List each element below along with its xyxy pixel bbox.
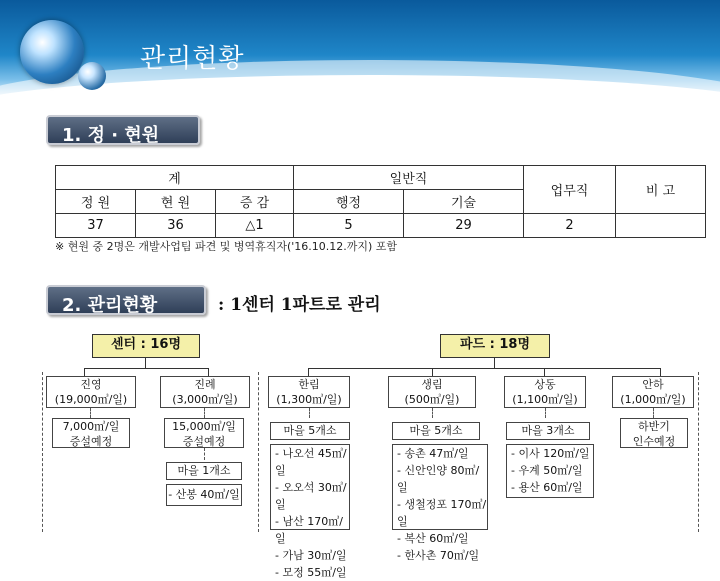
cell-jeongwon: 37 [56,214,136,238]
unit-box [268,376,350,408]
connector-line [432,368,433,376]
list-item: - 송촌 47㎥/일 [397,447,469,460]
table-row [56,214,706,238]
dashed-connector [204,408,205,418]
dashed-connector [653,408,654,418]
unit-box [504,376,586,408]
part-box: 파드 : 18명 [440,334,550,358]
unit-name: 상동 [534,378,556,391]
table-row [56,166,706,190]
header-banner [0,0,720,100]
dashed-connector [309,408,310,418]
cell-bigo [616,214,706,238]
unit-name: 진영 [80,378,102,391]
list-item: - 용산 60㎥/일 [511,481,583,494]
connector-line [544,368,545,376]
village-title: 마을 5개소 [270,422,350,440]
dashed-connector [204,448,205,460]
list-item: - 한사촌 70㎥/일 [397,549,480,562]
header-cell-bigo: 비 고 [616,166,706,214]
unit-box [388,376,476,408]
connector-line [84,368,208,369]
section-label-management: 2. 관리현황 [46,285,206,315]
village-title: 마을 1개소 [166,462,242,480]
cell-gisul: 29 [404,214,524,238]
connector-line [308,368,660,369]
village-title: 마을 3개소 [506,422,590,440]
section-label-staff: 1. 정 · 현원 [46,115,200,145]
unit-name: 생림 [421,378,443,391]
header-cell-eopmujik: 업무직 [524,166,616,214]
connector-line [494,358,495,368]
list-item: - 오오석 30㎥/일 [275,481,347,511]
unit-capacity: (1,000㎥/일) [620,393,686,406]
management-note: : 1센터 1파트로 관리 [218,295,381,315]
list-item: - 이사 120㎥/일 [511,447,590,460]
village-list [506,444,594,498]
village-list [270,444,350,579]
plan-capacity: 15,000㎥/일 [172,420,236,433]
connector-line [308,368,309,376]
dashed-connector [432,408,433,418]
header-cell-gye: 계 [56,166,294,190]
group-divider [698,372,699,532]
unit-capacity: (3,000㎥/일) [172,393,238,406]
list-item: - 생철정포 170㎥/일 [397,498,487,528]
plan-box [620,418,688,448]
list-item: - 모정 55㎥/일 [275,566,347,579]
connector-line [145,358,146,368]
plan-box [52,418,130,448]
cell-hyeonwon: 36 [136,214,216,238]
plan-capacity: 7,000㎥/일 [62,420,120,433]
plan-status: 증설예정 [182,435,226,448]
plan-period: 하반기 [638,420,670,433]
dashed-connector [545,408,546,418]
unit-box [46,376,136,408]
unit-box [612,376,694,408]
header-cell-jeongwon: 정 원 [56,190,136,214]
plan-status: 증설예정 [69,435,113,448]
unit-capacity: (500㎥/일) [404,393,460,406]
list-item: - 가남 30㎥/일 [275,549,347,562]
cell-eopmujik: 2 [524,214,616,238]
village-list [392,444,488,562]
connector-line [84,368,85,376]
unit-capacity: (1,100㎥/일) [512,393,578,406]
list-item: - 우계 50㎥/일 [511,464,583,477]
staff-table [55,165,706,238]
header-cell-haengjeong: 행정 [294,190,404,214]
cell-jeunggam: △1 [216,214,294,238]
footnote: ※ 현원 중 2명은 개발사업팀 파견 및 병역휴직자('16.10.12.까지) 포함 [55,240,398,253]
connector-line [660,368,661,376]
cell-haengjeong: 5 [294,214,404,238]
header-cell-jeunggam: 증 감 [216,190,294,214]
unit-capacity: (19,000㎥/일) [54,393,128,406]
page-title: 관리현황 [140,44,245,74]
unit-capacity: (1,300㎥/일) [276,393,342,406]
unit-name: 진례 [194,378,216,391]
list-item: - 남산 170㎥/일 [275,515,343,545]
unit-box [160,376,250,408]
center-box: 센터 : 16명 [92,334,200,358]
connector-line [208,368,209,376]
village-list [166,484,242,506]
village-title: 마을 5개소 [392,422,480,440]
group-divider [42,372,43,532]
plan-box [164,418,244,448]
globe-logo-icon [20,20,84,84]
list-item: - 산봉 40㎥/일 [168,488,240,501]
header-cell-ilbanjik: 일반직 [294,166,524,190]
list-item: - 나오선 45㎥/일 [275,447,347,477]
header-cell-gisul: 기술 [404,190,524,214]
list-item: - 복산 60㎥/일 [397,532,469,545]
unit-name: 안하 [642,378,664,391]
dashed-connector [90,408,91,418]
small-globe-icon [78,62,106,90]
unit-name: 한림 [298,378,320,391]
list-item: - 신안인양 80㎥/일 [397,464,480,494]
group-divider [258,372,259,532]
header-cell-hyeonwon: 현 원 [136,190,216,214]
plan-status: 인수예정 [632,435,676,448]
